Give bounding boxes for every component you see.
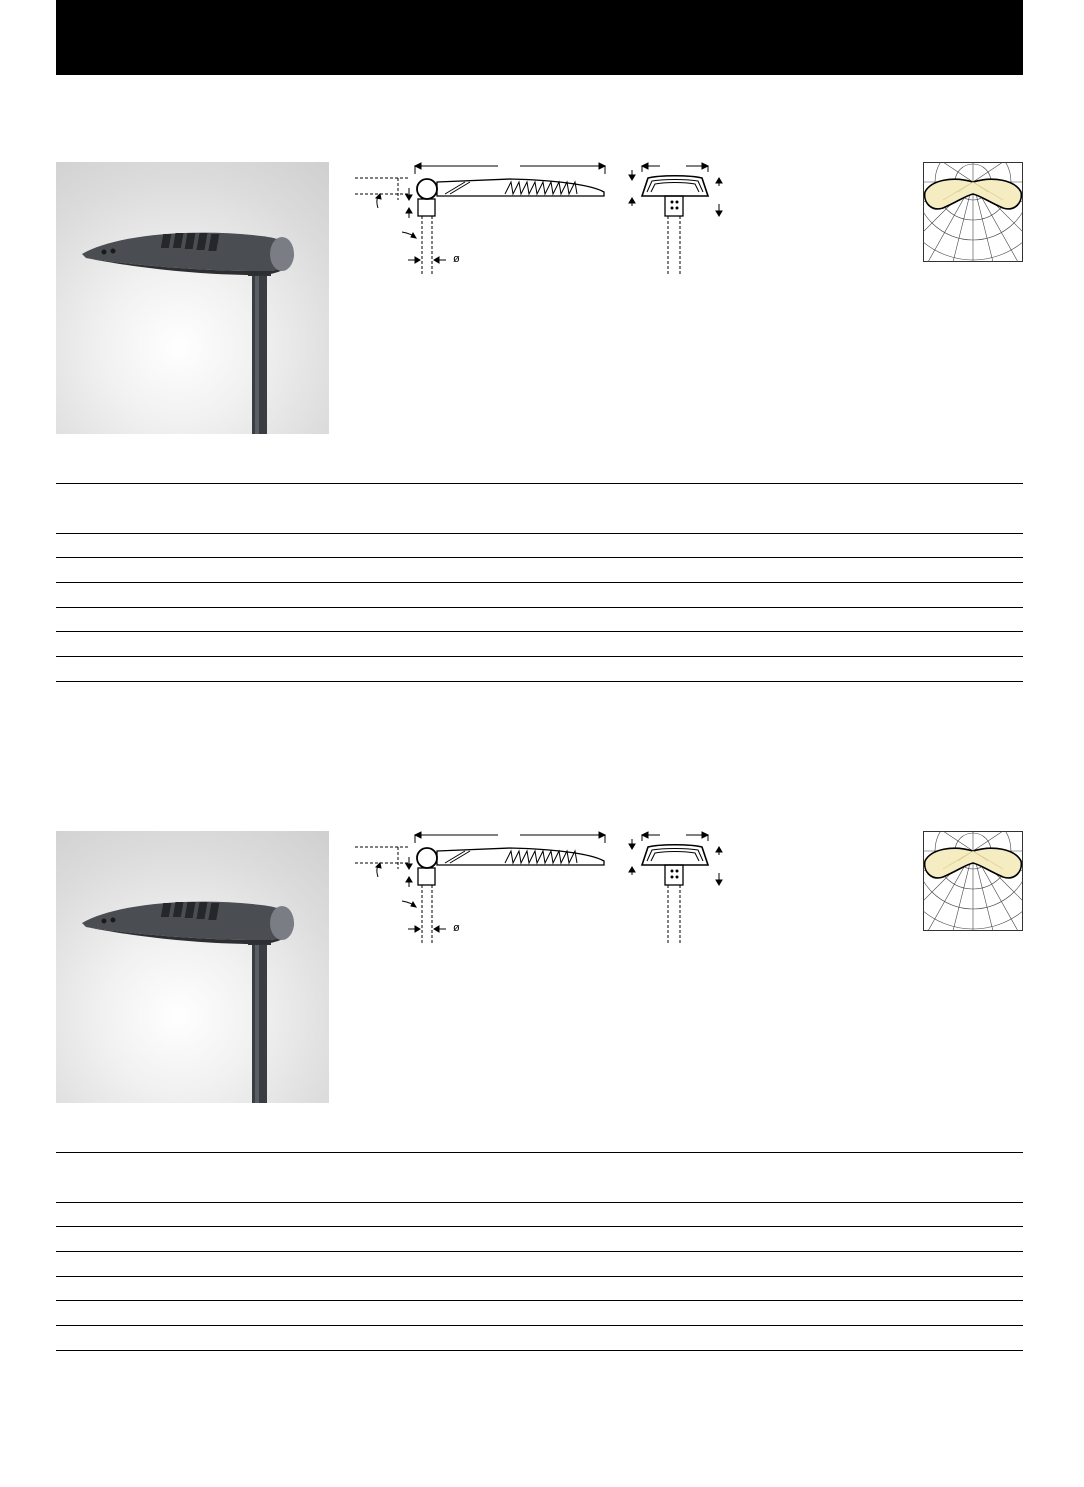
diameter-symbol: ø <box>453 922 460 934</box>
diameter-symbol: ø <box>453 253 460 265</box>
specification-table <box>56 1152 1023 1352</box>
table-bottom-rule <box>56 681 1023 682</box>
side-dimension-drawing <box>350 158 612 280</box>
front-dimension-drawing <box>620 827 730 949</box>
table-row-rule <box>56 631 1023 632</box>
table-bottom-rule <box>56 1350 1023 1351</box>
polar-light-distribution-diagram <box>923 831 1023 931</box>
table-row-rule <box>56 1325 1023 1326</box>
side-dimension-drawing <box>350 827 612 949</box>
table-top-rule <box>56 483 1023 484</box>
table-row-rule <box>56 607 1023 608</box>
table-row-rule <box>56 1300 1023 1301</box>
table-row-rule <box>56 582 1023 583</box>
table-row-rule <box>56 1226 1023 1227</box>
header-bar <box>56 0 1023 75</box>
polar-light-distribution-diagram <box>923 162 1023 262</box>
table-row-rule <box>56 557 1023 558</box>
luminaire-photo <box>56 162 329 434</box>
product-section-2 <box>0 831 1084 1361</box>
table-header-rule <box>56 533 1023 534</box>
table-top-rule <box>56 1152 1023 1153</box>
product-section-1 <box>0 162 1084 692</box>
table-row-rule <box>56 1276 1023 1277</box>
table-row-rule <box>56 656 1023 657</box>
luminaire-photo <box>56 831 329 1103</box>
table-header-rule <box>56 1202 1023 1203</box>
specification-table <box>56 483 1023 683</box>
table-row-rule <box>56 1251 1023 1252</box>
front-dimension-drawing <box>620 158 730 280</box>
